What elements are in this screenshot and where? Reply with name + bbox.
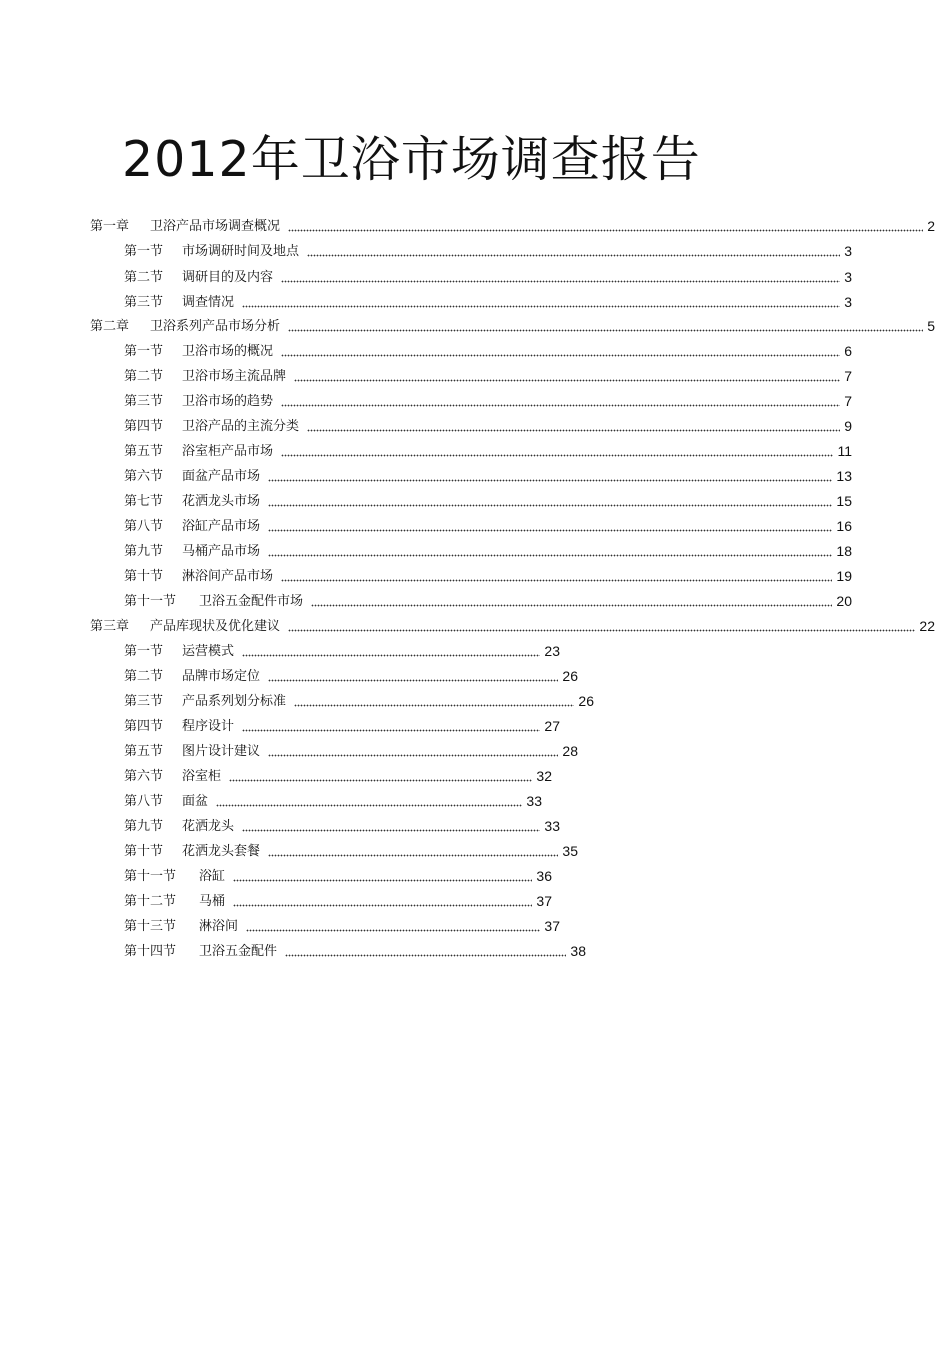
dot-leader — [281, 265, 840, 290]
dot-leader — [288, 214, 923, 239]
toc-entry-title: 卫浴市场的趋势 — [182, 394, 274, 409]
toc-entry-title: 产品系列划分标准 — [182, 694, 287, 709]
toc-entry-page-number: 3 — [844, 294, 852, 310]
toc-entry[interactable] — [124, 439, 852, 464]
toc-entry-page-number: 37 — [544, 918, 560, 934]
toc-entry-page-number: 36 — [536, 868, 552, 884]
toc-entry-number: 第八节 — [124, 794, 164, 809]
toc-entry-number: 第四节 — [124, 719, 164, 734]
dot-leader — [281, 439, 833, 464]
toc-entry-title: 调研目的及内容 — [182, 270, 274, 285]
dot-leader — [311, 589, 832, 614]
toc-entry-title: 马桶产品市场 — [182, 544, 261, 559]
toc-entry-page-number: 5 — [927, 318, 935, 334]
toc-entry-page-number: 3 — [844, 269, 852, 285]
toc-entry-number: 第二章 — [90, 319, 130, 334]
toc-entry-number: 第二节 — [124, 270, 164, 285]
document-title: 2012年卫浴市场调查报告 — [122, 131, 701, 188]
toc-entry-number: 第十四节 — [124, 944, 177, 959]
toc-entry-title: 浴室柜 — [182, 769, 222, 784]
toc-entry-title: 浴室柜产品市场 — [182, 444, 274, 459]
toc-entry-title: 调查情况 — [182, 295, 235, 310]
dot-leader — [281, 389, 840, 414]
dot-leader — [216, 789, 522, 814]
dot-leader — [307, 414, 840, 439]
toc-entry[interactable] — [124, 589, 852, 614]
dot-leader — [246, 914, 540, 939]
toc-entry[interactable] — [124, 414, 852, 439]
toc-entry-page-number: 32 — [536, 768, 552, 784]
dot-leader — [268, 839, 558, 864]
toc-entry-page-number: 7 — [844, 368, 852, 384]
toc-entry-page-number: 3 — [844, 243, 852, 259]
toc-entry-number: 第五节 — [124, 444, 164, 459]
toc-entry-title: 卫浴五金配件 — [199, 944, 278, 959]
toc-entry-page-number: 26 — [578, 693, 594, 709]
toc-entry-title: 花洒龙头 — [182, 819, 235, 834]
dot-leader — [268, 664, 558, 689]
toc-entry[interactable] — [124, 764, 552, 789]
toc-entry-page-number: 19 — [836, 568, 852, 584]
toc-entry-number: 第六节 — [124, 469, 164, 484]
toc-entry-page-number: 2 — [927, 218, 935, 234]
toc-entry-title: 浴缸产品市场 — [182, 519, 261, 534]
toc-entry-title: 卫浴五金配件市场 — [199, 594, 304, 609]
dot-leader — [307, 239, 840, 264]
dot-leader — [281, 564, 832, 589]
dot-leader — [268, 464, 832, 489]
toc-entry[interactable] — [124, 864, 552, 889]
toc-entry[interactable] — [124, 689, 594, 714]
toc-entry-number: 第一节 — [124, 244, 164, 259]
toc-entry-number: 第十一节 — [124, 594, 177, 609]
toc-entry-page-number: 28 — [562, 743, 578, 759]
toc-entry-number: 第三节 — [124, 295, 164, 310]
toc-entry-number: 第二节 — [124, 669, 164, 684]
toc-entry[interactable] — [124, 939, 586, 964]
dot-leader — [242, 290, 840, 315]
toc-entry-number: 第十节 — [124, 569, 164, 584]
toc-entry-page-number: 22 — [919, 618, 935, 634]
toc-entry[interactable] — [90, 214, 935, 239]
toc-entry[interactable] — [124, 789, 542, 814]
dot-leader — [268, 489, 832, 514]
toc-entry-page-number: 20 — [836, 593, 852, 609]
dot-leader — [233, 889, 532, 914]
toc-entry-number: 第九节 — [124, 819, 164, 834]
dot-leader — [268, 539, 832, 564]
toc-entry-page-number: 6 — [844, 343, 852, 359]
toc-entry-title: 花洒龙头市场 — [182, 494, 261, 509]
toc-entry-title: 卫浴市场的概况 — [182, 344, 274, 359]
toc-entry-page-number: 33 — [544, 818, 560, 834]
toc-entry-title: 卫浴系列产品市场分析 — [150, 319, 281, 334]
toc-entry[interactable] — [124, 464, 852, 489]
toc-entry-title: 淋浴间产品市场 — [182, 569, 274, 584]
toc-entry-page-number: 11 — [837, 443, 852, 459]
toc-entry-page-number: 13 — [836, 468, 852, 484]
toc-entry-title: 运营模式 — [182, 644, 235, 659]
toc-entry-page-number: 38 — [570, 943, 586, 959]
toc-entry-number: 第一节 — [124, 644, 164, 659]
toc-entry[interactable] — [124, 914, 560, 939]
toc-entry-page-number: 27 — [544, 718, 560, 734]
toc-entry-title: 市场调研时间及地点 — [182, 244, 300, 259]
toc-entry-number: 第三节 — [124, 694, 164, 709]
toc-entry-title: 产品库现状及优化建议 — [150, 619, 281, 634]
toc-entry[interactable] — [124, 265, 852, 290]
toc-entry-title: 程序设计 — [182, 719, 235, 734]
toc-entry-page-number: 15 — [836, 493, 852, 509]
toc-entry-number: 第十二节 — [124, 894, 177, 909]
toc-entry[interactable] — [124, 364, 852, 389]
toc-entry[interactable] — [124, 664, 578, 689]
toc-entry-number: 第三章 — [90, 619, 130, 634]
toc-entry-number: 第十一节 — [124, 869, 177, 884]
toc-entry[interactable] — [124, 290, 852, 315]
toc-entry-page-number: 26 — [562, 668, 578, 684]
dot-leader — [268, 739, 558, 764]
toc-entry[interactable] — [124, 539, 852, 564]
toc-entry[interactable] — [124, 489, 852, 514]
dot-leader — [285, 939, 566, 964]
toc-entry-number: 第七节 — [124, 494, 164, 509]
dot-leader — [288, 614, 915, 639]
toc-entry[interactable] — [124, 739, 578, 764]
toc-entry[interactable] — [124, 814, 560, 839]
toc-entry-page-number: 7 — [844, 393, 852, 409]
toc-entry-title: 卫浴市场主流品牌 — [182, 369, 287, 384]
dot-leader — [242, 639, 540, 664]
dot-leader — [281, 339, 840, 364]
toc-entry-title: 面盆 — [182, 794, 209, 809]
toc-entry-title: 图片设计建议 — [182, 744, 261, 759]
toc-entry[interactable] — [124, 239, 852, 264]
toc-entry-number: 第八节 — [124, 519, 164, 534]
dot-leader — [294, 689, 574, 714]
dot-leader — [242, 714, 540, 739]
toc-entry[interactable] — [124, 639, 560, 664]
toc-entry-number: 第六节 — [124, 769, 164, 784]
toc-entry-number: 第三节 — [124, 394, 164, 409]
toc-entry-page-number: 16 — [836, 518, 852, 534]
toc-entry-number: 第二节 — [124, 369, 164, 384]
toc-entry-title: 浴缸 — [199, 869, 226, 884]
dot-leader — [294, 364, 840, 389]
toc-entry-page-number: 35 — [562, 843, 578, 859]
toc-entry-page-number: 9 — [844, 418, 852, 434]
toc-entry[interactable] — [124, 714, 560, 739]
toc-entry[interactable] — [124, 889, 552, 914]
toc-entry-number: 第十三节 — [124, 919, 177, 934]
toc-entry-title: 品牌市场定位 — [182, 669, 261, 684]
toc-entry-title: 卫浴产品市场调查概况 — [150, 219, 281, 234]
toc-entry-title: 马桶 — [199, 894, 226, 909]
toc-entry-page-number: 37 — [536, 893, 552, 909]
toc-entry-number: 第一章 — [90, 219, 130, 234]
toc-entry[interactable] — [90, 614, 935, 639]
toc-entry-number: 第一节 — [124, 344, 164, 359]
toc-entry[interactable] — [90, 314, 935, 339]
toc-entry-number: 第十节 — [124, 844, 164, 859]
dot-leader — [288, 314, 923, 339]
toc-entry-number: 第五节 — [124, 744, 164, 759]
toc-entry-number: 第四节 — [124, 419, 164, 434]
toc-entry[interactable] — [124, 389, 852, 414]
toc-entry-number: 第九节 — [124, 544, 164, 559]
toc-entry-page-number: 23 — [544, 643, 560, 659]
toc-entry[interactable] — [124, 839, 578, 864]
dot-leader — [229, 764, 532, 789]
toc-entry-page-number: 33 — [526, 793, 542, 809]
toc-entry-title: 花洒龙头套餐 — [182, 844, 261, 859]
toc-entry[interactable] — [124, 339, 852, 364]
toc-entry-title: 卫浴产品的主流分类 — [182, 419, 300, 434]
toc-entry-title: 淋浴间 — [199, 919, 239, 934]
toc-entry-title: 面盆产品市场 — [182, 469, 261, 484]
toc-entry[interactable] — [124, 514, 852, 539]
dot-leader — [242, 814, 540, 839]
dot-leader — [268, 514, 832, 539]
toc-entry[interactable] — [124, 564, 852, 589]
toc-entry-page-number: 18 — [836, 543, 852, 559]
dot-leader — [233, 864, 532, 889]
